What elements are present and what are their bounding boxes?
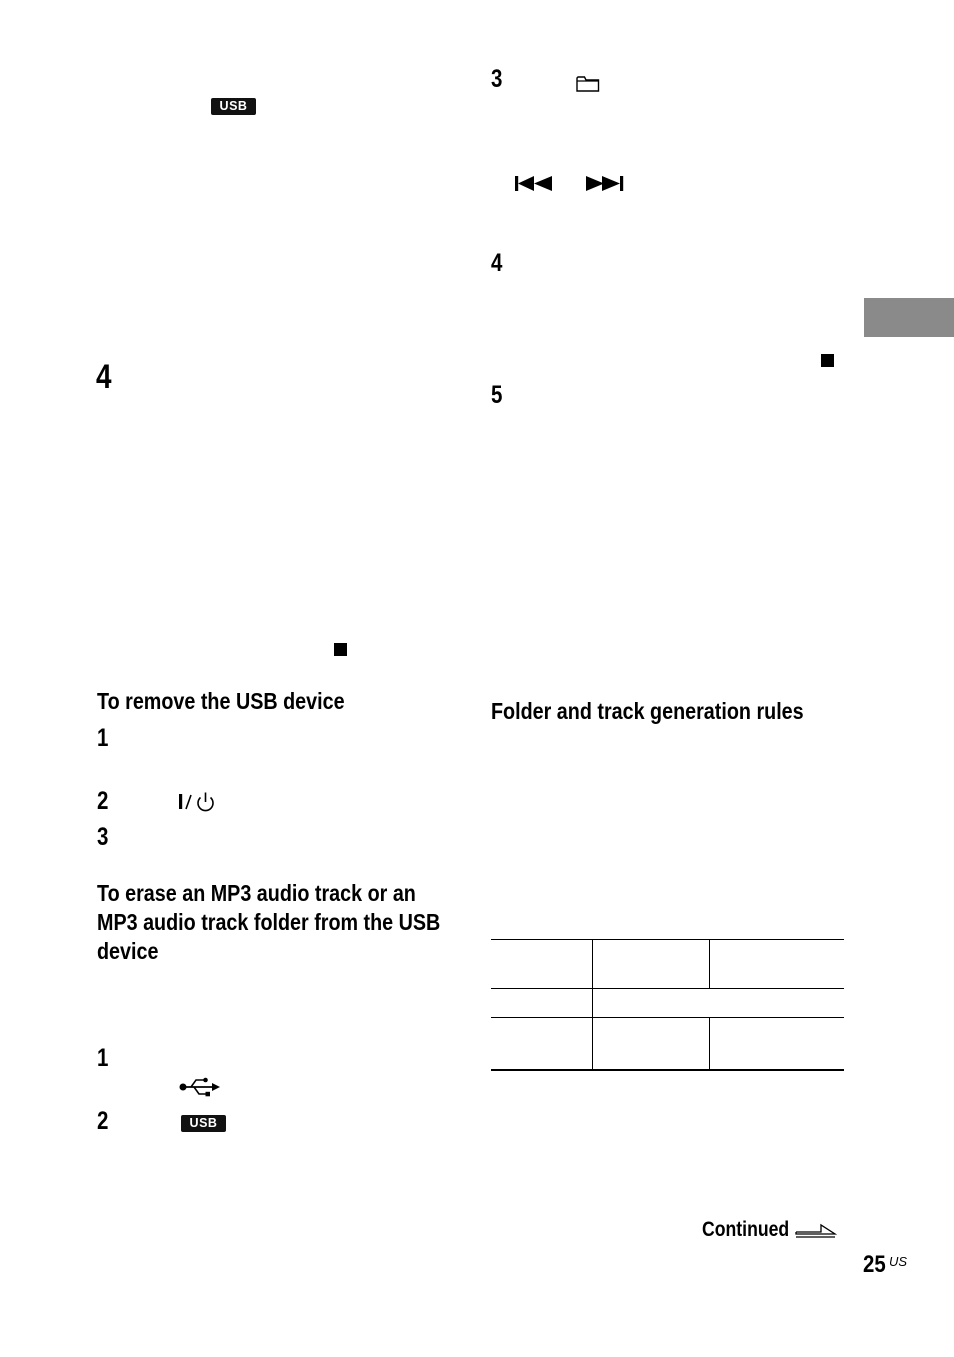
power-icon xyxy=(178,791,218,813)
step-number-3: 3 xyxy=(491,65,503,93)
folder-rules-heading: Folder and track generation rules xyxy=(491,698,804,724)
erase-heading-line-3: device xyxy=(97,938,159,964)
remove-usb-heading: To remove the USB device xyxy=(97,688,345,714)
erase-heading-line-1: To erase an MP3 audio track or an xyxy=(97,880,416,906)
table-cell xyxy=(593,1018,710,1071)
remove-step-3: 3 xyxy=(97,823,109,851)
table-cell xyxy=(710,940,845,989)
erase-step-1: 1 xyxy=(97,1044,109,1072)
usb-trident-icon xyxy=(179,1077,221,1097)
table-cell xyxy=(491,1018,593,1071)
step-number-4-left: 4 xyxy=(96,358,112,396)
page-number: 25 xyxy=(863,1251,886,1278)
table-cell xyxy=(710,1018,845,1071)
page-region-suffix: US xyxy=(889,1254,908,1269)
folder-icon xyxy=(576,75,600,92)
remove-step-1: 1 xyxy=(97,724,109,752)
section-tab-marker xyxy=(864,298,954,337)
table-cell xyxy=(491,989,593,1018)
usb-badge-icon: USB xyxy=(181,1115,226,1132)
stop-icon xyxy=(821,354,834,367)
previous-track-icon xyxy=(515,176,553,191)
next-track-icon xyxy=(586,176,624,191)
table-cell xyxy=(593,989,845,1018)
table-row xyxy=(491,1018,844,1071)
continued-label: Continued xyxy=(702,1218,790,1241)
usb-badge-icon: USB xyxy=(211,98,256,115)
erase-step-2: 2 xyxy=(97,1107,109,1135)
table-cell xyxy=(491,940,593,989)
stop-icon xyxy=(334,643,347,656)
erase-heading-line-2: MP3 audio track folder from the USB xyxy=(97,909,441,935)
table-row xyxy=(491,989,844,1018)
table-row xyxy=(491,940,844,989)
remove-step-2: 2 xyxy=(97,787,109,815)
step-number-4-right: 4 xyxy=(491,249,503,277)
folder-rules-table xyxy=(491,939,844,1071)
step-number-5: 5 xyxy=(491,381,503,409)
continued-arrow-icon xyxy=(795,1221,837,1239)
table-cell xyxy=(593,940,710,989)
